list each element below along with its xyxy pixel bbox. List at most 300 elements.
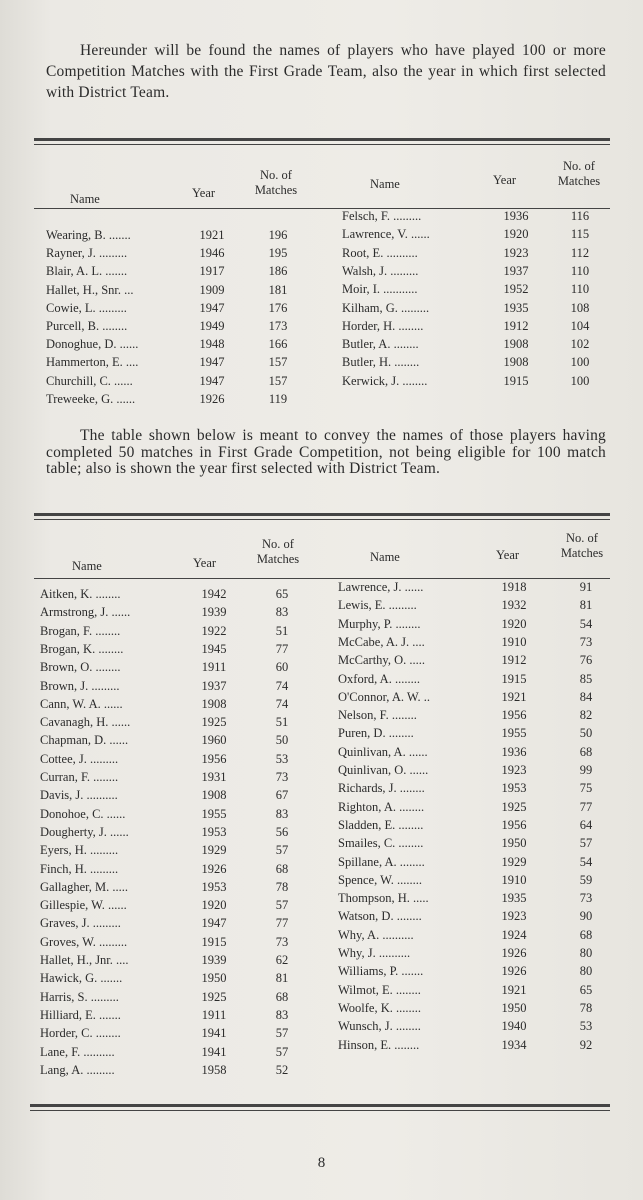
match-count: 166 [268, 337, 288, 352]
match-count: 186 [268, 264, 288, 279]
table-row [40, 862, 320, 880]
table-row [40, 990, 320, 1008]
match-count: 68 [579, 744, 593, 759]
match-count: 100 [570, 355, 590, 370]
table-row [40, 916, 320, 934]
match-count: 157 [268, 373, 288, 388]
table-row [40, 807, 320, 825]
first-selected-year: 1939 [201, 605, 227, 620]
match-count: 77 [275, 641, 289, 656]
table50-header-matches-left [248, 537, 308, 567]
match-count: 102 [570, 337, 590, 352]
match-count: 76 [579, 653, 593, 668]
player-name: Gillespie, W. ...... [40, 898, 127, 913]
first-selected-year: 1911 [201, 660, 227, 675]
table-row [338, 690, 613, 708]
table50-top-rule [34, 513, 610, 516]
player-name: Purcell, B. ........ [46, 319, 128, 333]
table-row [46, 392, 316, 410]
table-row [40, 715, 320, 733]
table-row [40, 953, 320, 971]
table-row [40, 587, 320, 605]
match-count: 80 [579, 946, 593, 960]
player-name: Butler, A. ........ [342, 337, 419, 352]
table-row [338, 873, 613, 891]
player-name: Eyers, H. ......... [40, 843, 119, 858]
intro-paragraph-50: The table shown below is meant to convey the names of those players having completed 50 matches in First Grade Competition, not being eligible for 100 match table; also is shown the year first selected with District Team. [46, 427, 606, 477]
table-row [342, 355, 612, 373]
match-count: 50 [275, 733, 289, 748]
player-name: Hallet, H., Jnr. .... [40, 953, 129, 967]
table50-left-column [40, 587, 320, 1087]
player-name: Chapman, D. ...... [40, 733, 129, 748]
first-selected-year: 1925 [501, 799, 527, 814]
first-selected-year: 1920 [503, 227, 529, 242]
table100-header-year-left: Year [192, 186, 216, 200]
player-name: Cavanagh, H. ...... [40, 715, 131, 730]
table50-right-column [338, 580, 613, 1080]
matches-label-line1: No. of [566, 531, 598, 545]
table-row [40, 770, 320, 788]
page-number: 8 [317, 1155, 326, 1171]
player-name: Harris, S. ......... [40, 989, 119, 1004]
match-count: 81 [579, 598, 593, 613]
match-count: 53 [579, 1019, 593, 1034]
table50-header-name-right: Name [370, 550, 400, 564]
first-selected-year: 1939 [201, 953, 227, 967]
match-count: 77 [579, 799, 593, 814]
match-count: 173 [268, 319, 288, 333]
table-row [338, 653, 613, 671]
match-count: 80 [579, 964, 593, 979]
match-count: 82 [579, 708, 593, 723]
first-selected-year: 1921 [199, 228, 225, 242]
player-name: Murphy, P. ........ [338, 616, 421, 631]
first-selected-year: 1945 [201, 641, 227, 656]
table-row [342, 227, 612, 245]
table-row [40, 825, 320, 843]
table-row [342, 282, 612, 300]
table-row [40, 788, 320, 806]
table100-top-rule-thin [34, 144, 610, 145]
player-name: Spence, W. ........ [338, 872, 423, 887]
first-selected-year: 1923 [503, 245, 529, 260]
intro-paragraph-100: Hereunder will be found the names of players who have played 100 or more Competition Matches with the First Grade Team, also the year in which first selected with District Team. [46, 42, 606, 101]
player-name: Watson, D. ........ [338, 909, 422, 924]
table-row [40, 1063, 320, 1081]
first-selected-year: 1936 [503, 209, 529, 223]
match-count: 99 [579, 763, 593, 777]
match-count: 57 [275, 898, 289, 913]
table-row [338, 598, 613, 616]
table-row [338, 836, 613, 854]
match-count: 75 [579, 781, 593, 796]
player-name: Donohoe, C. ...... [40, 806, 126, 821]
first-selected-year: 1953 [501, 781, 527, 796]
table-row [40, 1045, 320, 1063]
first-selected-year: 1908 [503, 337, 529, 352]
table-row [338, 800, 613, 818]
bottom-rule [30, 1104, 610, 1107]
table-row [342, 374, 612, 392]
player-name: Davis, J. .......... [40, 788, 118, 803]
first-selected-year: 1931 [201, 770, 227, 784]
player-name: Lane, F. .......... [40, 1044, 115, 1059]
match-count: 74 [275, 678, 289, 693]
first-selected-year: 1941 [201, 1044, 227, 1059]
matches-label-line2: Matches [254, 183, 298, 197]
match-count: 116 [570, 209, 590, 223]
match-count: 195 [268, 246, 288, 261]
first-selected-year: 1956 [501, 817, 527, 832]
first-selected-year: 1923 [501, 763, 527, 777]
player-name: Lawrence, J. ...... [338, 580, 424, 594]
player-name: Spillane, A. ........ [338, 854, 425, 869]
table50-header-year-right: Year [496, 548, 520, 562]
first-selected-year: 1924 [501, 927, 527, 942]
first-selected-year: 1908 [201, 788, 227, 803]
table-row [338, 928, 613, 946]
first-selected-year: 1932 [501, 598, 527, 613]
table100-header-matches-right [549, 159, 609, 189]
match-count: 54 [579, 854, 593, 869]
table-row [40, 843, 320, 861]
table50-top-rule-thin [34, 519, 610, 520]
first-selected-year: 1935 [503, 300, 529, 315]
first-selected-year: 1929 [501, 854, 527, 869]
table-row [342, 209, 612, 227]
player-name: Cowie, L. ......... [46, 300, 127, 315]
first-selected-year: 1910 [501, 634, 527, 649]
match-count: 56 [275, 824, 289, 839]
match-count: 73 [579, 634, 593, 649]
player-name: Root, E. .......... [342, 245, 418, 260]
player-name: Brogan, F. ........ [40, 623, 121, 638]
table50-header-rule [34, 578, 610, 579]
match-count: 157 [268, 355, 288, 370]
first-selected-year: 1936 [501, 744, 527, 759]
table100-header-year-right: Year [493, 173, 517, 187]
player-name: Donoghue, D. ...... [46, 337, 139, 352]
first-selected-year: 1922 [201, 623, 227, 638]
player-name: Richards, J. ........ [338, 781, 425, 796]
player-name: McCabe, A. J. .... [338, 634, 425, 649]
match-count: 51 [275, 623, 289, 638]
player-name: Sladden, E. ........ [338, 817, 424, 832]
player-name: Armstrong, J. ...... [40, 605, 131, 620]
table-row [338, 983, 613, 1001]
first-selected-year: 1908 [503, 355, 529, 370]
player-name: Hinson, E. ........ [338, 1037, 420, 1052]
first-selected-year: 1958 [201, 1062, 227, 1077]
match-count: 50 [579, 726, 593, 741]
table-row [338, 672, 613, 690]
table-row [338, 1001, 613, 1019]
player-name: Treweeke, G. ...... [46, 391, 136, 406]
table50-header-year-left: Year [193, 556, 217, 570]
match-count: 119 [268, 391, 288, 406]
table-row [46, 337, 316, 355]
player-name: Brogan, K. ........ [40, 641, 124, 656]
match-count: 57 [579, 836, 593, 851]
table100-header-matches-left [246, 168, 306, 198]
match-count: 108 [570, 300, 590, 315]
player-name: Rayner, J. ......... [46, 246, 128, 261]
player-name: Lawrence, V. ...... [342, 227, 430, 242]
table-row [40, 971, 320, 989]
first-selected-year: 1921 [501, 689, 527, 704]
player-name: Felsch, F. ......... [342, 209, 422, 223]
table-row [40, 1026, 320, 1044]
match-count: 78 [579, 1000, 593, 1015]
table100-header-name-right: Name [370, 177, 400, 191]
first-selected-year: 1915 [201, 934, 227, 949]
table-row [338, 818, 613, 836]
match-count: 54 [579, 616, 593, 631]
table-row [338, 909, 613, 927]
table-row [338, 1019, 613, 1037]
player-name: Wearing, B. ....... [46, 228, 131, 242]
first-selected-year: 1910 [501, 872, 527, 887]
player-name: Dougherty, J. ...... [40, 824, 129, 839]
matches-label-line2: Matches [557, 174, 601, 188]
match-count: 196 [268, 228, 288, 242]
first-selected-year: 1917 [199, 264, 225, 279]
match-count: 62 [275, 953, 289, 967]
first-selected-year: 1935 [501, 891, 527, 906]
match-count: 52 [275, 1062, 289, 1077]
first-selected-year: 1947 [201, 916, 227, 931]
match-count: 181 [268, 282, 288, 297]
player-name: Why, A. .......... [338, 927, 414, 942]
first-selected-year: 1920 [501, 616, 527, 631]
table-row [338, 781, 613, 799]
match-count: 83 [275, 605, 289, 620]
player-name: Kilham, G. ......... [342, 300, 430, 315]
match-count: 73 [275, 934, 289, 949]
match-count: 112 [570, 245, 590, 260]
first-selected-year: 1946 [199, 246, 225, 261]
table50-header-name-left: Name [72, 559, 102, 573]
player-name: Williams, P. ....... [338, 964, 424, 979]
player-name: Hawick, G. ....... [40, 971, 123, 986]
table-row [40, 660, 320, 678]
first-selected-year: 1921 [501, 982, 527, 997]
first-selected-year: 1937 [201, 678, 227, 693]
player-name: Oxford, A. ........ [338, 671, 420, 686]
table100-left-column [46, 228, 316, 408]
first-selected-year: 1941 [201, 1026, 227, 1041]
player-name: Hallet, H., Snr. ... [46, 282, 134, 297]
player-name: Blair, A. L. ....... [46, 264, 128, 279]
table-row [40, 642, 320, 660]
match-count: 92 [579, 1037, 593, 1052]
match-count: 59 [579, 872, 593, 887]
table100-top-rule [34, 138, 610, 141]
first-selected-year: 1948 [199, 337, 225, 352]
match-count: 73 [275, 770, 289, 784]
first-selected-year: 1909 [199, 282, 225, 297]
player-name: Moir, I. ........... [342, 282, 418, 297]
table100-header-name-left: Name [70, 192, 100, 206]
first-selected-year: 1920 [201, 898, 227, 913]
first-selected-year: 1937 [503, 263, 529, 278]
first-selected-year: 1929 [201, 843, 227, 858]
match-count: 65 [579, 982, 593, 997]
first-selected-year: 1949 [199, 319, 225, 333]
match-count: 57 [275, 1026, 289, 1041]
first-selected-year: 1956 [501, 708, 527, 723]
match-count: 90 [579, 909, 593, 924]
first-selected-year: 1942 [201, 587, 227, 601]
match-count: 83 [275, 1007, 289, 1022]
table-row [342, 264, 612, 282]
table-row [40, 733, 320, 751]
table-row [40, 752, 320, 770]
table-row [46, 264, 316, 282]
player-name: McCarthy, O. ..... [338, 653, 426, 668]
table-row [338, 708, 613, 726]
table-row [338, 617, 613, 635]
first-selected-year: 1926 [199, 391, 225, 406]
player-name: Cottee, J. ......... [40, 751, 119, 766]
first-selected-year: 1934 [501, 1037, 527, 1052]
match-count: 85 [579, 671, 593, 686]
player-name: Butler, H. ........ [342, 355, 420, 370]
table-row [338, 580, 613, 598]
table-row [40, 935, 320, 953]
player-name: Horder, H. ........ [342, 318, 424, 333]
match-count: 68 [579, 927, 593, 942]
player-name: Graves, J. ......... [40, 916, 121, 931]
matches-label-line2: Matches [256, 552, 300, 566]
first-selected-year: 1912 [503, 318, 529, 333]
match-count: 68 [275, 861, 289, 876]
first-selected-year: 1956 [201, 751, 227, 766]
table-row [342, 301, 612, 319]
player-name: Lewis, E. ......... [338, 598, 417, 613]
first-selected-year: 1950 [501, 836, 527, 851]
first-selected-year: 1926 [201, 861, 227, 876]
table-row [46, 355, 316, 373]
match-count: 115 [570, 227, 590, 242]
match-count: 110 [570, 263, 590, 278]
player-name: Aitken, K. ........ [40, 587, 121, 601]
first-selected-year: 1947 [199, 355, 225, 370]
table-row [342, 337, 612, 355]
first-selected-year: 1911 [201, 1007, 227, 1022]
player-name: Walsh, J. ......... [342, 263, 419, 278]
first-selected-year: 1953 [201, 824, 227, 839]
match-count: 51 [275, 715, 289, 730]
player-name: Groves, W. ......... [40, 934, 128, 949]
matches-label-line1: No. of [262, 537, 294, 551]
match-count: 68 [275, 989, 289, 1004]
table-row [40, 1008, 320, 1026]
table-row [46, 228, 316, 246]
first-selected-year: 1955 [501, 726, 527, 741]
player-name: Curran, F. ........ [40, 770, 119, 784]
matches-label-line1: No. of [563, 159, 595, 173]
table-row [40, 624, 320, 642]
player-name: Gallagher, M. ..... [40, 879, 129, 894]
table-row [338, 726, 613, 744]
first-selected-year: 1953 [201, 879, 227, 894]
first-selected-year: 1918 [501, 580, 527, 594]
first-selected-year: 1926 [501, 946, 527, 960]
table-row [46, 301, 316, 319]
player-name: Hammerton, E. .... [46, 355, 139, 370]
match-count: 91 [579, 580, 593, 594]
player-name: Quinlivan, O. ...... [338, 763, 429, 777]
first-selected-year: 1912 [501, 653, 527, 668]
match-count: 73 [579, 891, 593, 906]
player-name: Brown, J. ......... [40, 678, 120, 693]
table-row [46, 246, 316, 264]
player-name: Nelson, F. ........ [338, 708, 417, 723]
player-name: Quinlivan, A. ...... [338, 744, 428, 759]
match-count: 84 [579, 689, 593, 704]
first-selected-year: 1926 [501, 964, 527, 979]
first-selected-year: 1915 [501, 671, 527, 686]
table-row [40, 880, 320, 898]
first-selected-year: 1908 [201, 696, 227, 711]
player-name: Puren, D. ........ [338, 726, 414, 741]
match-count: 60 [275, 660, 289, 675]
table-row [338, 946, 613, 964]
match-count: 64 [579, 817, 593, 832]
player-name: Why, J. .......... [338, 946, 411, 960]
table-row [40, 697, 320, 715]
player-name: Righton, A. ........ [338, 799, 425, 814]
match-count: 65 [275, 587, 289, 601]
player-name: Brown, O. ........ [40, 660, 121, 675]
matches-label-line2: Matches [560, 546, 604, 560]
first-selected-year: 1947 [199, 373, 225, 388]
match-count: 78 [275, 879, 289, 894]
bottom-rule-thin [30, 1110, 610, 1111]
player-name: Lang, A. ......... [40, 1062, 115, 1077]
first-selected-year: 1925 [201, 715, 227, 730]
first-selected-year: 1955 [201, 806, 227, 821]
player-name: Hilliard, E. ....... [40, 1007, 121, 1022]
table-row [342, 319, 612, 337]
table100-right-column [342, 209, 612, 399]
match-count: 57 [275, 1044, 289, 1059]
player-name: Wilmot, E. ........ [338, 982, 421, 997]
match-count: 81 [275, 971, 289, 986]
table50-header-matches-right [552, 531, 612, 561]
match-count: 74 [275, 696, 289, 711]
table-row [338, 763, 613, 781]
table-row [338, 1038, 613, 1056]
first-selected-year: 1925 [201, 989, 227, 1004]
table-row [46, 374, 316, 392]
table-row [338, 855, 613, 873]
player-name: Woolfe, K. ........ [338, 1000, 422, 1015]
player-name: Thompson, H. ..... [338, 891, 429, 906]
first-selected-year: 1940 [501, 1019, 527, 1034]
player-name: O'Connor, A. W. .. [338, 689, 431, 704]
first-selected-year: 1952 [503, 282, 529, 297]
match-count: 104 [570, 318, 590, 333]
table-row [342, 246, 612, 264]
table-row [46, 283, 316, 301]
first-selected-year: 1947 [199, 300, 225, 315]
player-name: Cann, W. A. ...... [40, 696, 123, 711]
player-name: Churchill, C. ...... [46, 373, 133, 388]
table-row [40, 605, 320, 623]
